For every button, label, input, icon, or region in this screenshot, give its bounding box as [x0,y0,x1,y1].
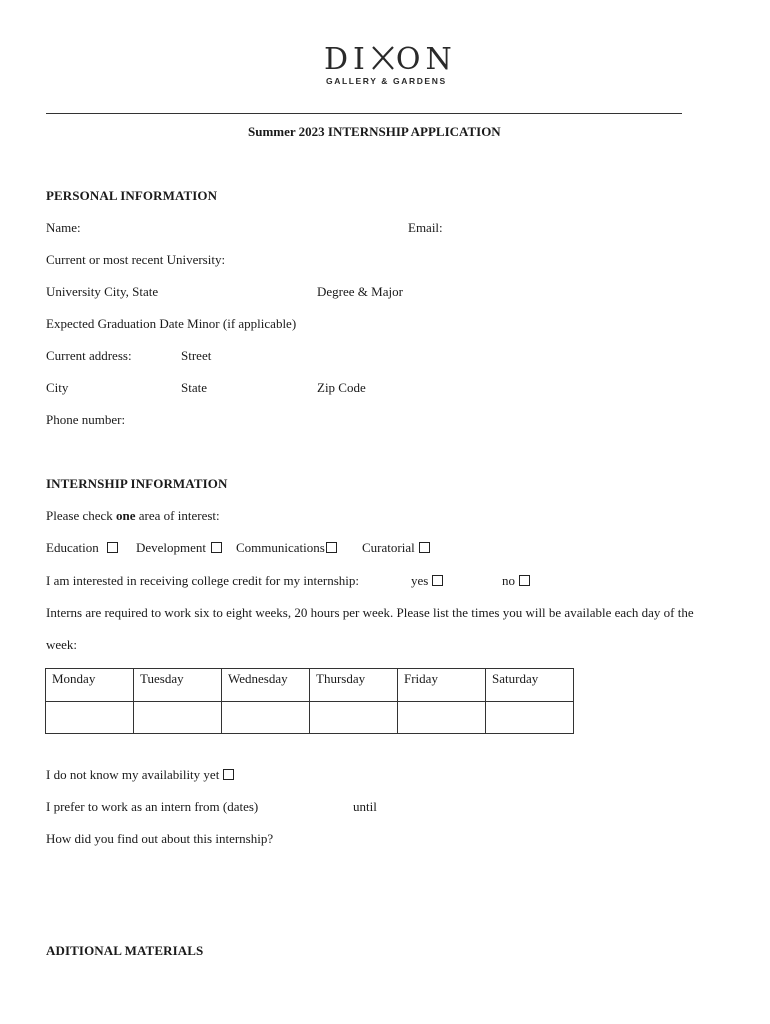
availability-input-row [46,702,574,734]
university-city-label: University City, State [46,284,159,299]
until-label: until [353,799,377,814]
day-header: Tuesday [134,669,222,702]
day-header: Saturday [486,669,574,702]
street-label: Street [181,348,212,363]
logo-subtitle: GALLERY & GARDENS [326,76,447,86]
area-education: Education [46,540,118,556]
form-title: Summer 2023 INTERNSHIP APPLICATION [248,124,501,139]
hours-instruction-line1: Interns are required to work six to eight weeks, 20 hours per week. Please list the times you will be available each day of the [46,605,694,620]
availability-unknown: I do not know my availability yet [46,767,234,783]
availability-cell-tuesday[interactable] [134,702,222,734]
additional-heading: ADITIONAL MATERIALS [46,943,204,958]
day-header: Monday [46,669,134,702]
university-label: Current or most recent University: [46,252,226,267]
email-label: Email: [408,220,443,235]
availability-cell-wednesday[interactable] [222,702,310,734]
availability-cell-monday[interactable] [46,702,134,734]
availability-table [45,668,574,734]
curatorial-checkbox[interactable] [419,542,430,553]
availability-header-row [46,669,574,702]
yes-checkbox[interactable] [432,575,443,586]
personal-heading: PERSONAL INFORMATION [46,188,218,203]
check-instruction: Please check one area of interest: [46,508,220,523]
availability-cell-saturday[interactable] [486,702,574,734]
name-label: Name: [46,220,81,235]
area-development: Development [136,540,222,556]
state-label: State [181,380,207,395]
degree-label: Degree & Major [317,284,403,299]
area-communications: Communications [236,540,337,556]
credit-question: I am interested in receiving college credit for my internship: [46,573,359,588]
logo-wordmark: DI ON [324,42,457,77]
header-rule [46,113,682,114]
logo [322,42,457,88]
prefer-dates-label: I prefer to work as an intern from (dates) [46,799,259,814]
graduation-label: Expected Graduation Date Minor (if applicable) [46,316,297,331]
city-label: City [46,380,69,395]
credit-no: no [502,573,530,589]
phone-label: Phone number: [46,412,126,427]
credit-yes: yes [411,573,443,589]
area-curatorial: Curatorial [362,540,430,556]
day-header: Thursday [310,669,398,702]
availability-cell-thursday[interactable] [310,702,398,734]
education-checkbox[interactable] [107,542,118,553]
availability-cell-friday[interactable] [398,702,486,734]
address-label: Current address: [46,348,132,363]
how-found-label: How did you find out about this internship? [46,831,274,846]
internship-heading: INTERNSHIP INFORMATION [46,476,228,491]
x-mark-icon [370,43,396,67]
hours-instruction-line2: week: [46,637,78,652]
communications-checkbox[interactable] [326,542,337,553]
development-checkbox[interactable] [211,542,222,553]
no-checkbox[interactable] [519,575,530,586]
zip-label: Zip Code [317,380,366,395]
day-header: Wednesday [222,669,310,702]
day-header: Friday [398,669,486,702]
availability-unknown-checkbox[interactable] [223,769,234,780]
